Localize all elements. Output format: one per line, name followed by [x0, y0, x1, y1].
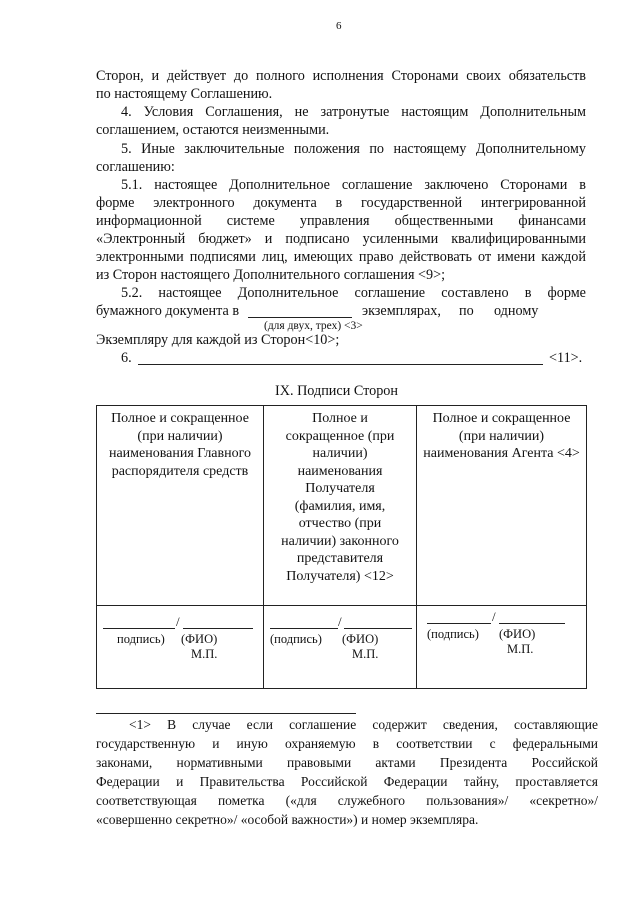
word: заключено — [424, 177, 489, 193]
body-line — [96, 67, 586, 85]
word: («для — [285, 793, 317, 808]
footnote-line: «совершенно секретно»/ «особой важности») и номер экземпляра. — [96, 812, 479, 827]
word: Российской — [531, 755, 598, 770]
word: каждой — [541, 249, 586, 265]
word: имеющих — [293, 249, 353, 265]
word: право — [358, 249, 394, 265]
word: настоящее — [158, 285, 222, 301]
word: Дополнительным — [480, 104, 586, 120]
signature-caption: (подпись) — [427, 627, 479, 641]
section-title: IX. Подписи Сторон — [275, 383, 398, 399]
word: не — [294, 104, 309, 120]
word: интегрированной — [480, 195, 586, 211]
word: положения — [293, 141, 360, 157]
header-line: отчество (при — [298, 516, 382, 531]
footnote-line — [96, 792, 598, 810]
body-line — [96, 194, 586, 212]
footnote-line — [96, 754, 598, 772]
word: 5.2. — [121, 285, 143, 301]
signature-line[interactable] — [427, 623, 491, 624]
word: настоящим — [401, 104, 469, 120]
word: Иные — [141, 141, 175, 157]
word: Сторонами — [500, 177, 568, 193]
word: управления — [299, 213, 370, 229]
word: Дополнительное — [229, 177, 330, 193]
word: случае — [192, 717, 231, 732]
separator: / — [338, 614, 342, 629]
word: проставляется — [515, 774, 598, 789]
word: форме — [547, 285, 586, 301]
word: нормативными — [176, 755, 263, 770]
body-line — [121, 103, 586, 121]
body-line: бумажного документа в — [96, 303, 240, 319]
word: и — [264, 231, 273, 247]
word: квалифицированными — [451, 231, 586, 247]
word: служебного — [337, 793, 406, 808]
word: финансами — [518, 213, 586, 229]
word: иную — [236, 736, 268, 751]
word: полного — [255, 68, 305, 84]
signature-line[interactable] — [103, 628, 175, 629]
word: соответствии — [396, 736, 473, 751]
word: электронными — [96, 249, 184, 265]
header-line: Получателя — [305, 481, 375, 496]
footnote-line — [129, 716, 598, 734]
word: содержит — [372, 717, 427, 732]
word: Условия — [143, 104, 194, 120]
body-line: соглашением, остаются неизменными. — [96, 122, 330, 138]
header-line: наименования — [297, 463, 383, 479]
word: в — [335, 195, 343, 211]
word: законами, — [96, 755, 153, 770]
word: соответствующая — [96, 793, 197, 808]
word: если — [246, 717, 273, 732]
fio-caption: (ФИО) — [499, 627, 536, 641]
separator: / — [176, 614, 180, 629]
footnote-ref: <11>. — [549, 350, 583, 366]
body-line: соглашению: — [96, 159, 175, 175]
grantor-header-cell — [97, 406, 264, 606]
word: действует — [166, 68, 227, 84]
body-line — [96, 212, 586, 230]
seal-caption: М.П. — [507, 642, 534, 656]
word: правовыми — [286, 755, 352, 770]
word: в — [579, 177, 586, 193]
word: и — [212, 736, 220, 751]
header-line: сокращенное (при — [285, 428, 395, 444]
word: настоящему — [393, 141, 467, 157]
word: Федерации — [96, 774, 160, 789]
word: Дополнительное — [237, 285, 339, 301]
agent-header — [417, 410, 586, 463]
recipient-header-cell — [264, 406, 417, 606]
body-line: Экземпляру для каждой из Сторон<10>; — [96, 332, 340, 348]
word: форме — [96, 195, 135, 211]
body-line — [121, 140, 586, 158]
word: пометка — [217, 793, 265, 808]
item-number: 6. — [121, 350, 132, 366]
word: имени — [497, 249, 536, 265]
word: документа — [253, 195, 317, 211]
header-line: (фамилия, имя, — [294, 498, 386, 514]
word: соглашение — [354, 285, 426, 301]
body-line: одному — [494, 303, 539, 319]
word: и — [151, 68, 160, 84]
signatures-table — [96, 405, 587, 689]
word: охраняемую — [284, 736, 356, 751]
word: государственную — [96, 736, 196, 751]
separator: / — [492, 609, 496, 624]
copies-note: (для двух, трех) <3> — [264, 320, 363, 332]
word: своих — [466, 68, 501, 84]
body-line: по настоящему Соглашению. — [96, 86, 273, 102]
word: Соглашения, — [205, 104, 283, 120]
header-line: наличии) законного — [281, 533, 399, 549]
body-line: экземплярах, — [362, 303, 441, 319]
footnote-line — [96, 773, 598, 791]
seal-caption: М.П. — [352, 647, 379, 661]
word: федеральными — [512, 736, 598, 751]
word: системе — [226, 213, 275, 229]
header-line: Полное и сокращенное — [432, 411, 571, 426]
word: настоящее — [154, 177, 218, 193]
fio-line[interactable] — [344, 628, 412, 629]
word: «секретно»/ — [529, 793, 598, 808]
word: усиленными — [362, 231, 439, 247]
body-line — [121, 176, 586, 194]
word: <1> — [129, 717, 151, 732]
body-line — [96, 248, 586, 266]
header-line: Получателя) <12> — [286, 568, 394, 584]
grantor-header — [97, 410, 263, 480]
seal-caption: М.П. — [191, 647, 218, 661]
word: 5. — [121, 141, 132, 157]
word: соглашение — [341, 177, 413, 193]
footnote-rule — [96, 713, 356, 714]
fio-line[interactable] — [183, 628, 253, 629]
word: 5.1. — [121, 177, 143, 193]
word: подписями — [189, 249, 256, 265]
word: подписано — [285, 231, 350, 247]
word: обязательств — [508, 68, 586, 84]
header-line: наличии) — [312, 446, 368, 461]
word: актами — [375, 755, 416, 770]
word: «Электронный — [96, 231, 186, 247]
item-6-blank-line — [138, 364, 543, 365]
word: электронного — [153, 195, 235, 211]
word: государственной — [361, 195, 463, 211]
signature-line[interactable] — [270, 628, 338, 629]
fio-caption: (ФИО) — [181, 632, 218, 646]
word: соглашение — [289, 717, 357, 732]
header-line: распорядителя средств — [111, 463, 249, 479]
header-line: представителя — [296, 551, 384, 566]
word: составляющие — [514, 717, 598, 732]
word: и — [176, 774, 184, 789]
word: действовать — [399, 249, 472, 265]
word: лиц, — [261, 249, 288, 265]
body-line: из Сторон настоящего Дополнительного соглашения <9>; — [96, 267, 446, 283]
word: затронутые — [320, 104, 390, 120]
word: до — [233, 68, 249, 84]
word: Федерации — [383, 774, 448, 789]
signature-caption: подпись) — [117, 632, 165, 646]
word: пользования»/ — [426, 793, 509, 808]
word: 4. — [121, 104, 132, 120]
word: по — [369, 141, 385, 157]
word: Правительства — [199, 774, 285, 789]
word: от — [478, 249, 492, 265]
word: Российской — [300, 774, 368, 789]
fio-line[interactable] — [499, 623, 565, 624]
agent-signature-cell — [417, 606, 587, 689]
header-line: (при наличии) — [137, 428, 223, 444]
word: составлено — [441, 285, 509, 301]
word: с — [489, 736, 496, 751]
header-line: наименования Главного — [108, 446, 252, 461]
recipient-header — [264, 410, 416, 585]
word: общественными — [394, 213, 494, 229]
word: В — [167, 717, 177, 732]
agent-header-cell — [417, 406, 587, 606]
recipient-signature-cell — [264, 606, 417, 689]
word: в — [372, 736, 380, 751]
word: сведения, — [442, 717, 498, 732]
word: Сторон, — [96, 68, 144, 84]
word: Сторонами — [391, 68, 459, 84]
word: Дополнительному — [475, 141, 586, 157]
body-line: по — [459, 303, 474, 319]
header-line: наименования Агента <4> — [423, 446, 580, 461]
word: тайну, — [463, 774, 500, 789]
header-line: (при наличии) — [458, 428, 545, 444]
word: бюджет» — [198, 231, 252, 247]
word: исполнения — [312, 68, 384, 84]
grantor-signature-cell — [97, 606, 264, 689]
footnote-line — [96, 735, 598, 753]
page-number: 6 — [336, 20, 342, 32]
header-line: Полное и сокращенное — [111, 411, 249, 426]
copies-blank-line — [248, 317, 352, 318]
fio-caption: (ФИО) — [342, 632, 379, 646]
word: информационной — [96, 213, 202, 229]
signature-caption: (подпись) — [270, 632, 322, 646]
body-line — [96, 230, 586, 248]
word: Президента — [439, 755, 508, 770]
body-line — [121, 284, 586, 302]
word: заключительные — [184, 141, 285, 157]
header-line: Полное и — [312, 411, 368, 426]
word: в — [524, 285, 532, 301]
